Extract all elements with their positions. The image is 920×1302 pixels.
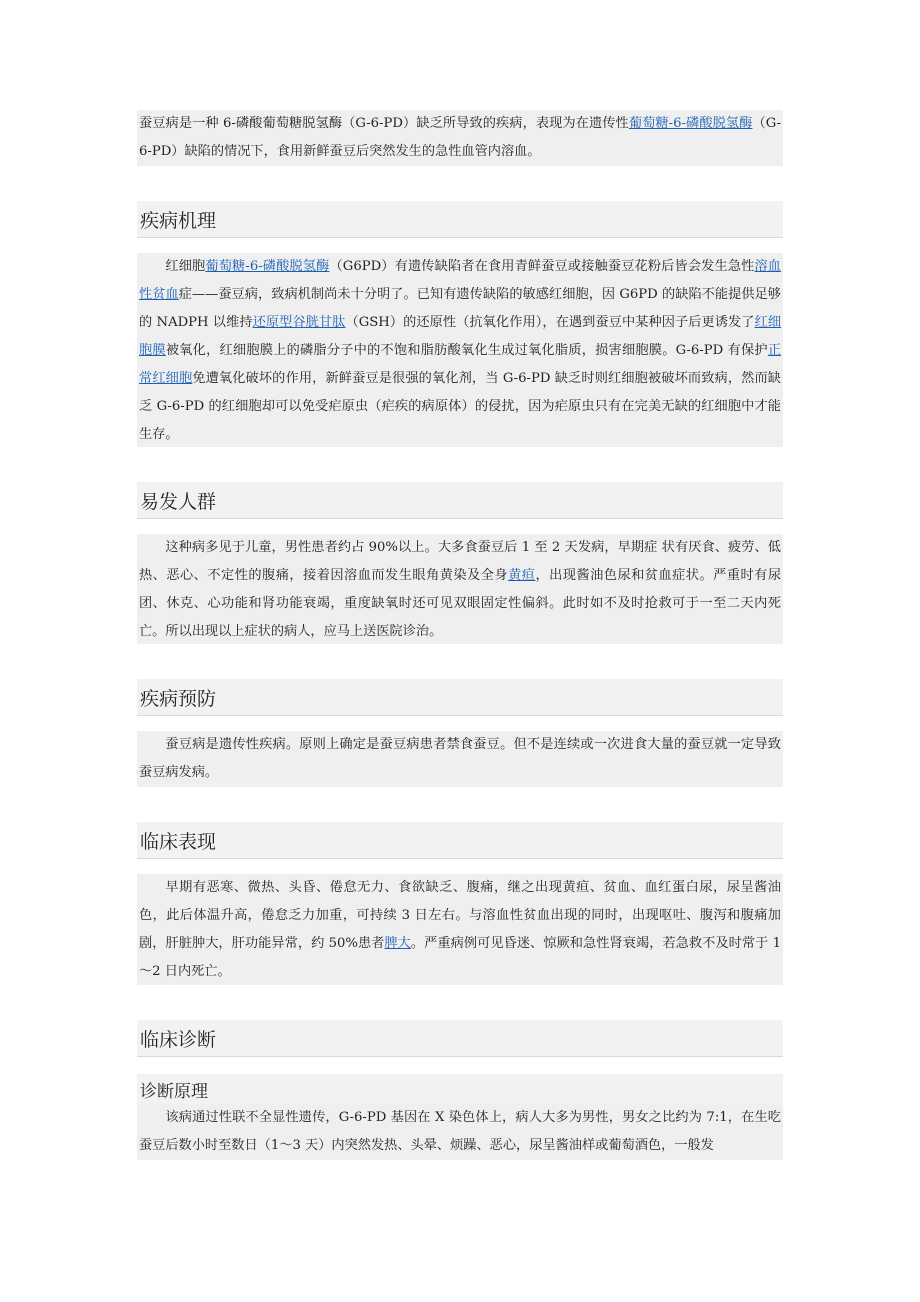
mechanism-paragraph bbox=[137, 253, 783, 447]
g6pd-enzyme-link[interactable]: 葡萄糖-6-磷酸脱氢酶 bbox=[205, 259, 330, 274]
diagnosis-paragraph: 该病通过性联不全显性遗传，G-6-PD 基因在 X 染色体上，病人大多为男性，男女之比约为 7:1，在生吃蚕豆后数小时至数日（1～3 天）内突然发热、头晕、烦躁、恶心，尿呈酱油样或葡萄酒色，一般发 bbox=[137, 1104, 783, 1160]
population-text-1: 这种病多见于儿童，男性患者约占 90%以上。大多食蚕豆后 1 至 2 天发病，早期症 状有厌食、疲劳、低热、恶心、不定性的腹痛，接着因溶血而发生眼角黄染及全身 bbox=[139, 540, 781, 583]
rbc-membrane-link[interactable]: 红细胞膜 bbox=[139, 315, 782, 358]
normal-rbc-link[interactable]: 正常红细胞 bbox=[139, 343, 782, 386]
intro-text-2: （G-6-PD）缺陷的情况下，食用新鲜蚕豆后突然发生的急性血管内溶血。 bbox=[139, 116, 781, 159]
mechanism-text-1: 红细胞 bbox=[165, 259, 206, 274]
subsection-heading-principle: 诊断原理 bbox=[137, 1074, 783, 1104]
population-paragraph bbox=[137, 534, 783, 644]
clinical-paragraph bbox=[137, 874, 783, 985]
mechanism-text-6: 免遭氧化破坏的作用，新鲜蚕豆是很强的氧化剂，当 G-6-PD 缺乏时则红细胞被破坏而致病，然而缺乏 G-6-PD 的红细胞却可以免受疟原虫（疟疾的病原体）的侵扰，因为疟原虫只有在完美无缺的红细胞中才能生存。 bbox=[139, 371, 781, 442]
document-page bbox=[137, 110, 783, 1160]
section-heading-diagnosis: 临床诊断 bbox=[137, 1020, 783, 1057]
population-text-2: ，出现酱油色尿和贫血症状。严重时有尿团、休克、心功能和肾功能衰竭，重度缺氧时还可见双眼固定性偏斜。此时如不及时抢救可于一至二天内死亡。所以出现以上症状的病人，应马上送医院诊治。 bbox=[139, 568, 782, 639]
clinical-text-2: 。严重病例可见昏迷、惊厥和急性肾衰竭，若急救不及时常于 1～2 日内死亡。 bbox=[139, 936, 781, 979]
mechanism-text-2: （G6PD）有遗传缺陷者在食用青鲜蚕豆或接触蚕豆花粉后皆会发生急性 bbox=[329, 259, 755, 274]
clinical-text-1: 早期有恶寒、微热、头昏、倦怠无力、食欲缺乏、腹痛，继之出现黄疸、贫血、血红蛋白尿，尿呈酱油色，此后体温升高，倦怠乏力加重，可持续 3 日左右。与溶血性贫血出现的同时，出现呕吐、腹泻和腹痛加剧，肝脏肿大，肝功能异常，约 50%患者 bbox=[139, 880, 781, 951]
g6pd-link[interactable]: 葡萄糖-6-磷酸脱氢酶 bbox=[628, 116, 753, 131]
glutathione-link[interactable]: 还原型谷胱甘肽 bbox=[252, 315, 346, 330]
splenomegaly-link[interactable]: 脾大 bbox=[384, 936, 411, 951]
mechanism-text-4: （GSH）的还原性（抗氧化作用），在遇到蚕豆中某种因子后更诱发了 bbox=[345, 315, 755, 330]
jaundice-link[interactable]: 黄疸 bbox=[508, 568, 536, 583]
prevention-paragraph: 蚕豆病是遗传性疾病。原则上确定是蚕豆病患者禁食蚕豆。但不是连续或一次进食大量的蚕豆就一定导致蚕豆病发病。 bbox=[137, 731, 783, 787]
section-heading-clinical: 临床表现 bbox=[137, 822, 783, 859]
mechanism-text-3: 症——蚕豆病，致病机制尚未十分明了。已知有遗传缺陷的敏感红细胞，因 G6PD 的缺陷不能提供足够的 NADPH 以维持 bbox=[139, 287, 781, 330]
section-heading-mechanism: 疾病机理 bbox=[137, 201, 783, 238]
hemolytic-anemia-link[interactable]: 溶血性贫血 bbox=[139, 259, 781, 302]
section-heading-population: 易发人群 bbox=[137, 482, 783, 519]
section-heading-prevention: 疾病预防 bbox=[137, 679, 783, 716]
intro-text-1: 蚕豆病是一种 6-磷酸葡萄糖脱氢酶（G-6-PD）缺乏所导致的疾病，表现为在遗传性 bbox=[139, 116, 629, 131]
mechanism-text-5: 被氧化，红细胞膜上的磷脂分子中的不饱和脂肪酸氧化生成过氧化脂质，损害细胞膜。G-6-PD 有保护 bbox=[165, 343, 768, 358]
intro-paragraph bbox=[137, 110, 783, 166]
